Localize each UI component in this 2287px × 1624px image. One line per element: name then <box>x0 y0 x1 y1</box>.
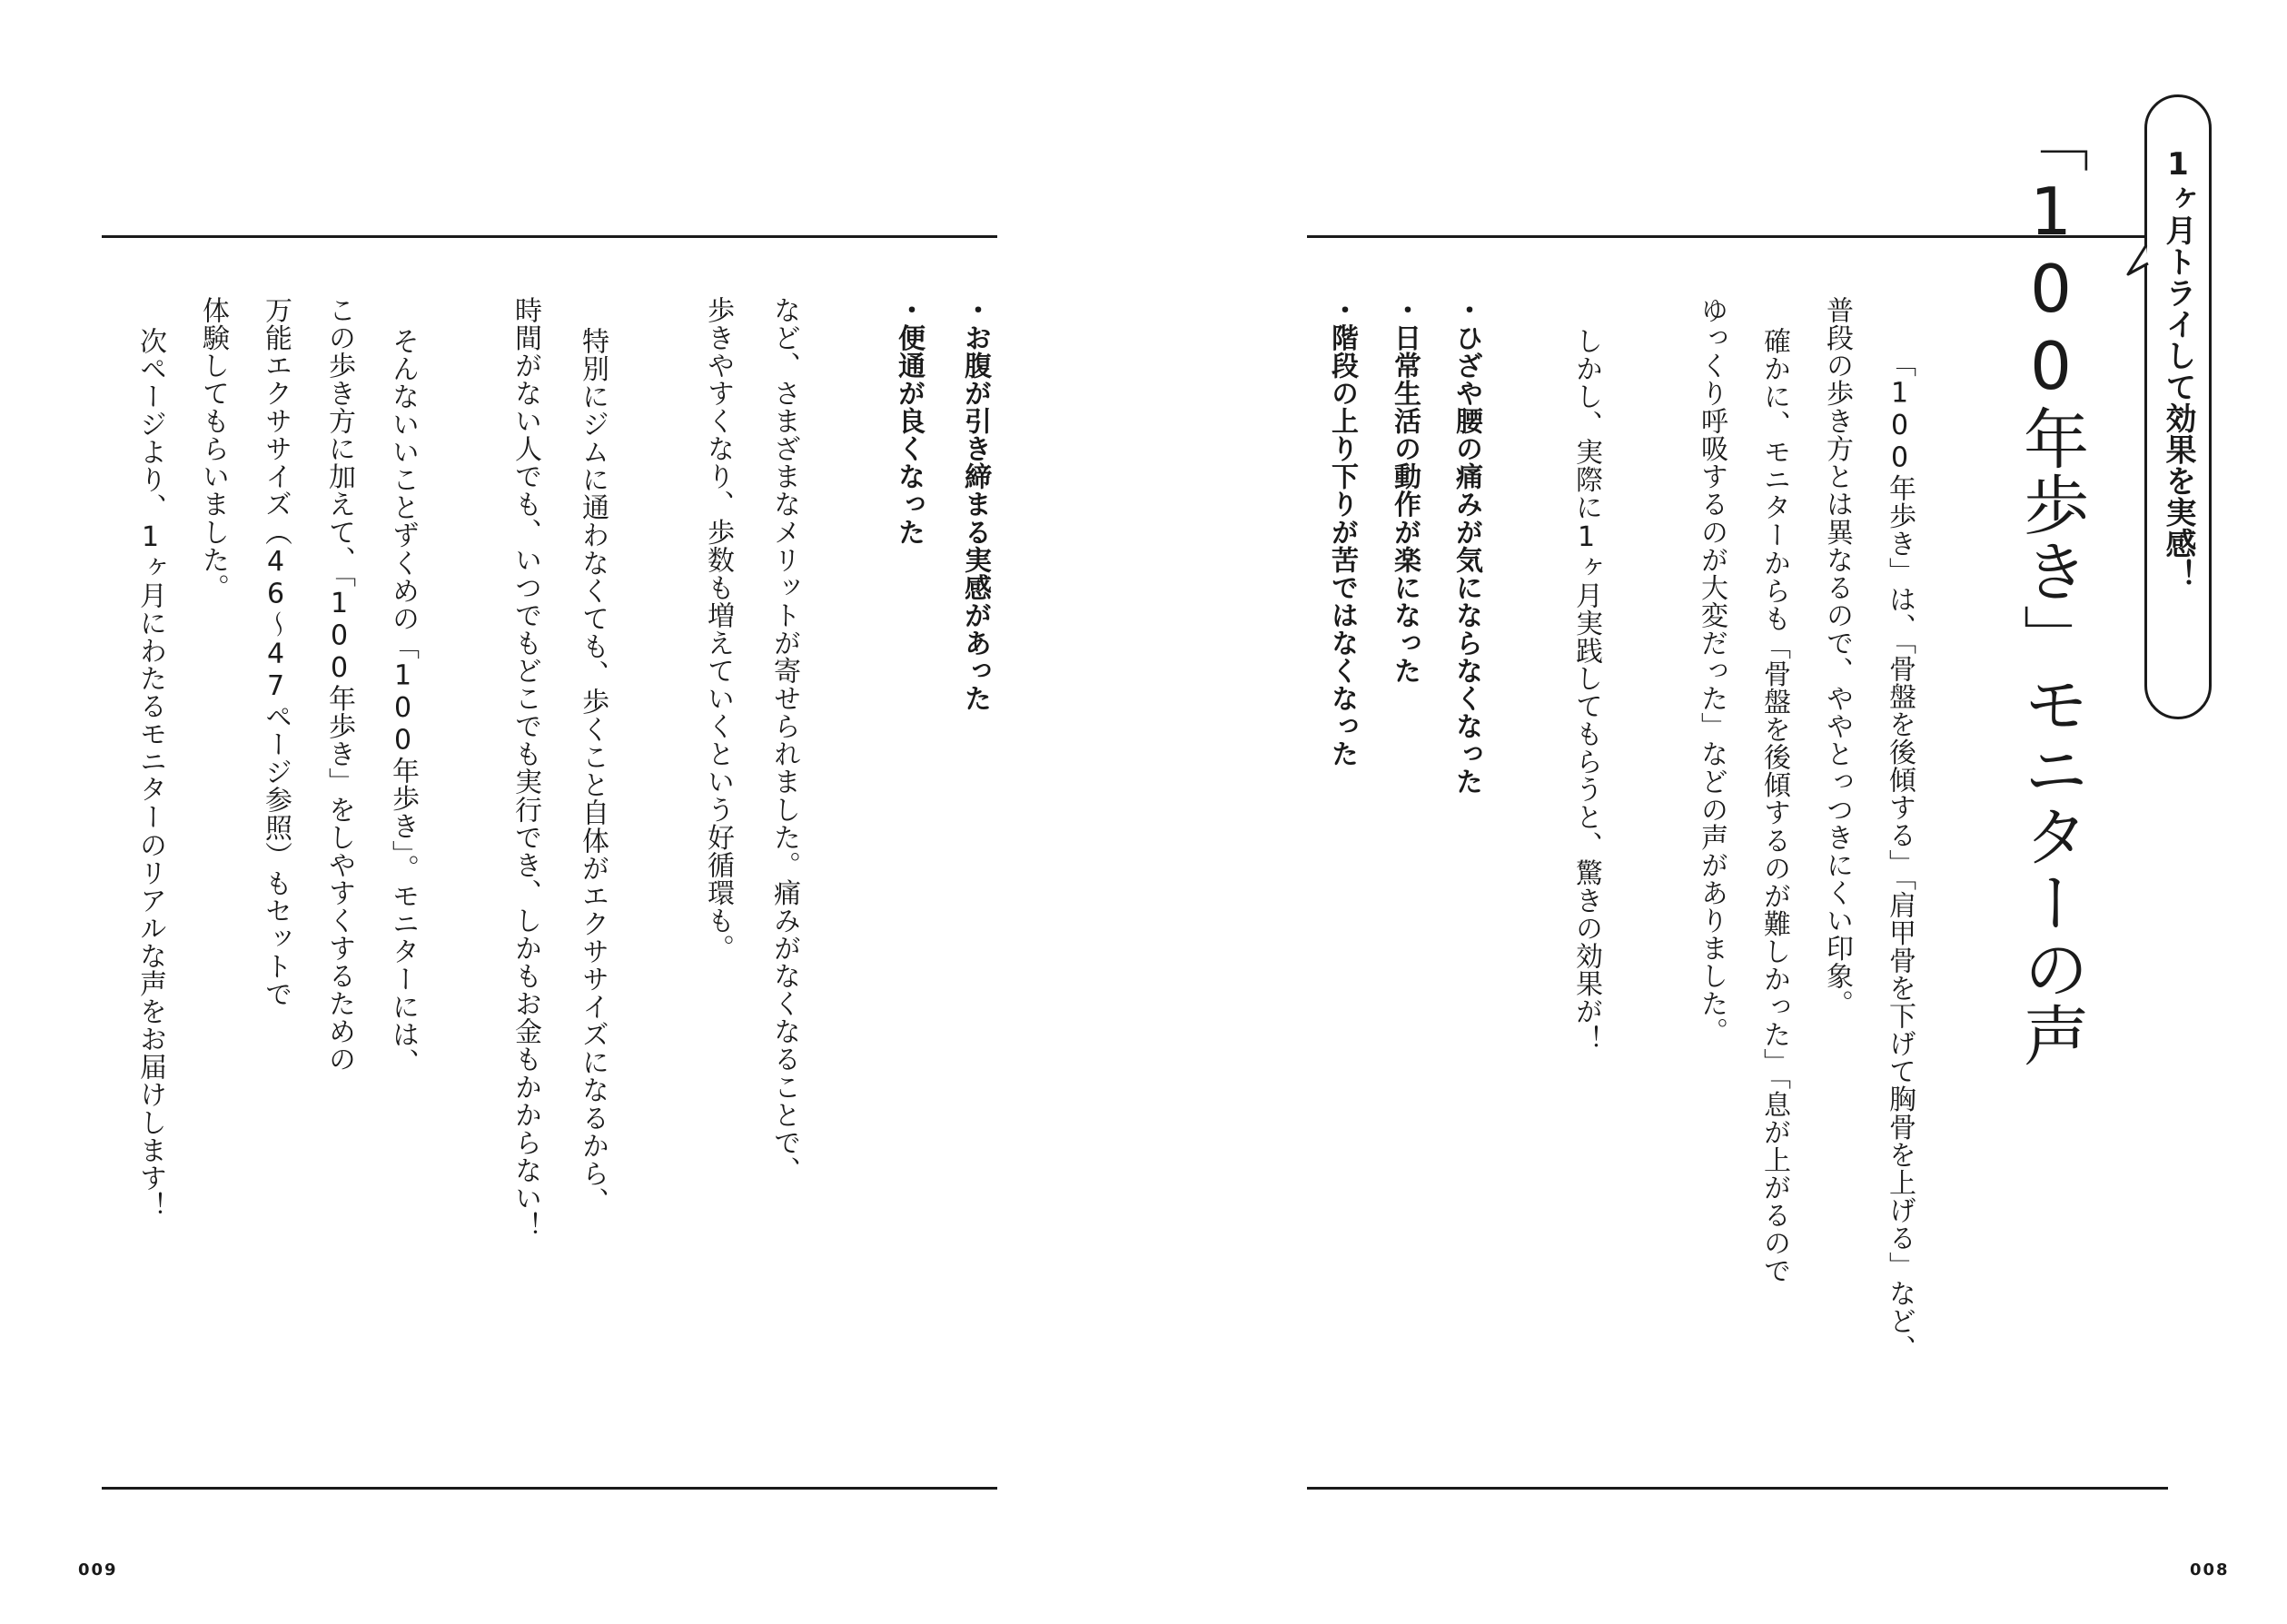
body-column: ゆっくり呼吸するのが大変だった」などの声がありました。 <box>1696 296 1728 1045</box>
page-title: 「100年歩き」モニターの声 <box>2013 107 2089 1068</box>
bullet-item: ・ひざや腰の痛みが気にならなくなった <box>1450 296 1482 796</box>
body-column: 確かに、モニターからも「骨盤を後傾するのが難しかった」「息が上がるので <box>1758 327 1790 1285</box>
bottom-rule <box>1307 1487 2168 1490</box>
bullet-item: ・日常生活の動作が楽になった <box>1389 296 1421 685</box>
body-column: この歩き方に加えて、「100年歩き」をしやすくするための <box>323 296 355 1074</box>
body-column: など、さまざまなメリットが寄せられました。痛みがなくなることで、 <box>768 296 800 1184</box>
bubble-tail-icon <box>2126 243 2161 276</box>
body-column: 万能エクササイズ（46〜47ページ参照）もセットで <box>260 296 292 1008</box>
body-column: 歩きやすくなり、歩数も増えていくという好循環も。 <box>702 296 734 963</box>
body-column: 次ページより、1ヶ月にわたるモニターのリアルな声をお届けします！ <box>134 327 166 1220</box>
body-column: 体験してもらいました。 <box>197 296 229 602</box>
body-column: 時間がない人でも、いつでもどこでも実行でき、しかもお金もかからない！ <box>510 296 541 1240</box>
bullet-item: ・お腹が引き締まる実感があった <box>959 296 991 713</box>
body-column: 普段の歩き方とは異なるので、ややとっつきにくい印象。 <box>1821 296 1853 1018</box>
body-column: そんないいことずくめの「100年歩き」。モニターには、 <box>387 327 419 1076</box>
body-column: しかし、実際に1ヶ月実践してもらうと、驚きの効果が！ <box>1570 327 1602 1054</box>
bullet-item: ・階段の上り下りが苦ではなくなった <box>1326 296 1358 768</box>
page-number: 009 <box>78 1560 118 1579</box>
body-column: 特別にジムに通わなくても、歩くこと自体がエクササイズになるから、 <box>577 327 609 1215</box>
bullet-item: ・便通が良くなった <box>893 296 925 546</box>
top-rule <box>102 235 997 238</box>
bottom-rule <box>102 1487 997 1490</box>
body-column: 「100年歩き」は、「骨盤を後傾する」「肩甲骨を下げて胸骨を上げる」など、 <box>1884 350 1916 1363</box>
tag-label: 1ヶ月トライして効果を実感！ <box>2160 146 2196 590</box>
page-number: 008 <box>2190 1560 2230 1579</box>
tag-bubble <box>2144 94 2212 719</box>
right-page <box>1144 0 2287 1624</box>
